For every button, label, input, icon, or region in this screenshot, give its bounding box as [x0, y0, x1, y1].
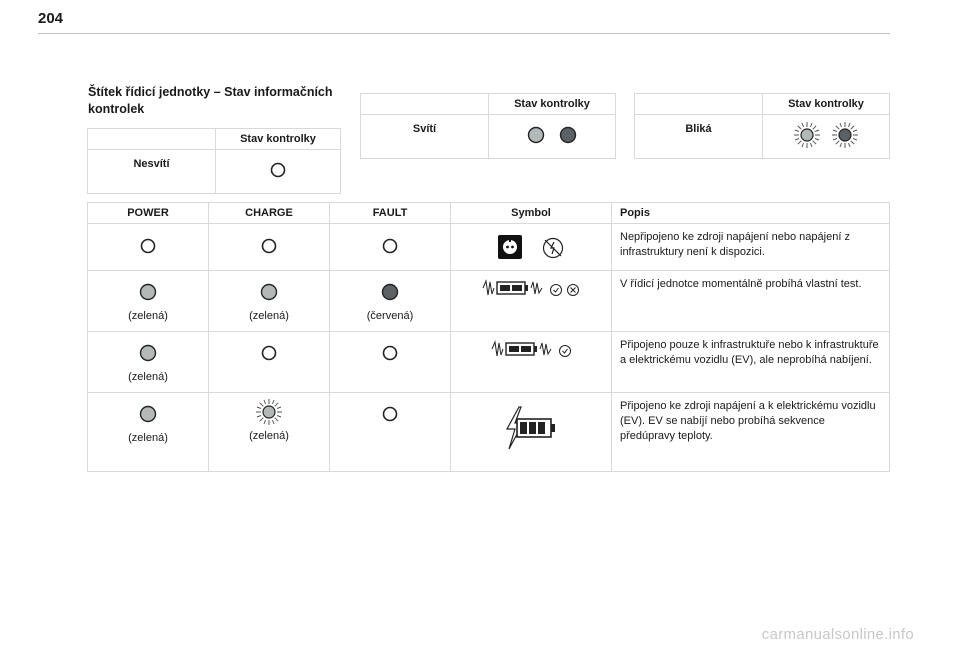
test-battery-icon [481, 279, 545, 297]
led-off-icon [261, 345, 277, 361]
test-battery-icon [490, 340, 554, 358]
led-green-blink-icon [254, 397, 284, 427]
led-green-on-icon [260, 283, 278, 301]
table-row [88, 393, 890, 472]
row-description: V řídicí jednotce momentálně probíhá vlastní test. [612, 271, 890, 332]
led-color-caption: (zelená) [128, 371, 168, 383]
led-green-on-icon [139, 344, 157, 362]
led-color-caption: (zelená) [128, 432, 168, 444]
row-description: Připojeno pouze k infrastruktuře nebo k infrastruktuře a elektrickému vozidlu (EV), ale neprobíhá nabíjení. [612, 332, 890, 393]
led-off-icon [270, 162, 286, 178]
led-off-icon [382, 345, 398, 361]
col-header-fault: FAULT [330, 203, 451, 224]
led-red-blink-icon [830, 120, 860, 150]
legend-header: Stav kontrolky [216, 129, 341, 150]
col-header-desc: Popis [612, 203, 890, 224]
legend-label: Svítí [361, 115, 489, 159]
led-green-on-icon [527, 126, 545, 144]
col-header-power: POWER [88, 203, 209, 224]
led-red-on-icon [381, 283, 399, 301]
legend-table-off [87, 128, 341, 194]
watermark: carmanualsonline.info [761, 626, 914, 643]
legend-table-blink [634, 93, 890, 159]
legend-header: Stav kontrolky [763, 94, 890, 115]
led-off-icon [382, 406, 398, 422]
status-table [87, 202, 890, 472]
table-row [88, 271, 890, 332]
table-row [88, 332, 890, 393]
led-green-blink-icon [792, 120, 822, 150]
led-off-icon [140, 238, 156, 254]
led-red-on-icon [559, 126, 577, 144]
led-green-on-icon [139, 283, 157, 301]
led-color-caption: (zelená) [249, 310, 289, 322]
row-description: Připojeno ke zdroji napájení a k elektrickému vozidlu (EV). EV se nabíjí nebo probíhá sekvence předúpravy teploty. [612, 393, 890, 472]
led-color-caption: (zelená) [249, 430, 289, 442]
legend-header: Stav kontrolky [489, 94, 616, 115]
row-description: Nepřipojeno ke zdroji napájení nebo napájení z infrastruktury není k dispozici. [612, 224, 890, 271]
charging-battery-icon [503, 405, 559, 451]
section-heading: Štítek řídicí jednotky – Stav informačních kontrolek [88, 85, 333, 116]
no-power-icon [541, 236, 565, 260]
check-icon [558, 344, 572, 358]
socket-icon [497, 234, 523, 260]
col-header-symbol: Symbol [451, 203, 612, 224]
legend-table-on [360, 93, 616, 159]
led-green-on-icon [139, 405, 157, 423]
led-color-caption: (červená) [366, 310, 414, 322]
legend-label: Nesvítí [88, 150, 216, 194]
legend-label: Bliká [635, 115, 763, 159]
check-cross-icon [549, 283, 581, 297]
led-color-caption: (zelená) [128, 310, 168, 322]
table-row [88, 224, 890, 271]
page-number: 204 [38, 10, 64, 27]
led-off-icon [261, 238, 277, 254]
col-header-charge: CHARGE [209, 203, 330, 224]
header-divider [38, 33, 890, 34]
led-off-icon [382, 238, 398, 254]
